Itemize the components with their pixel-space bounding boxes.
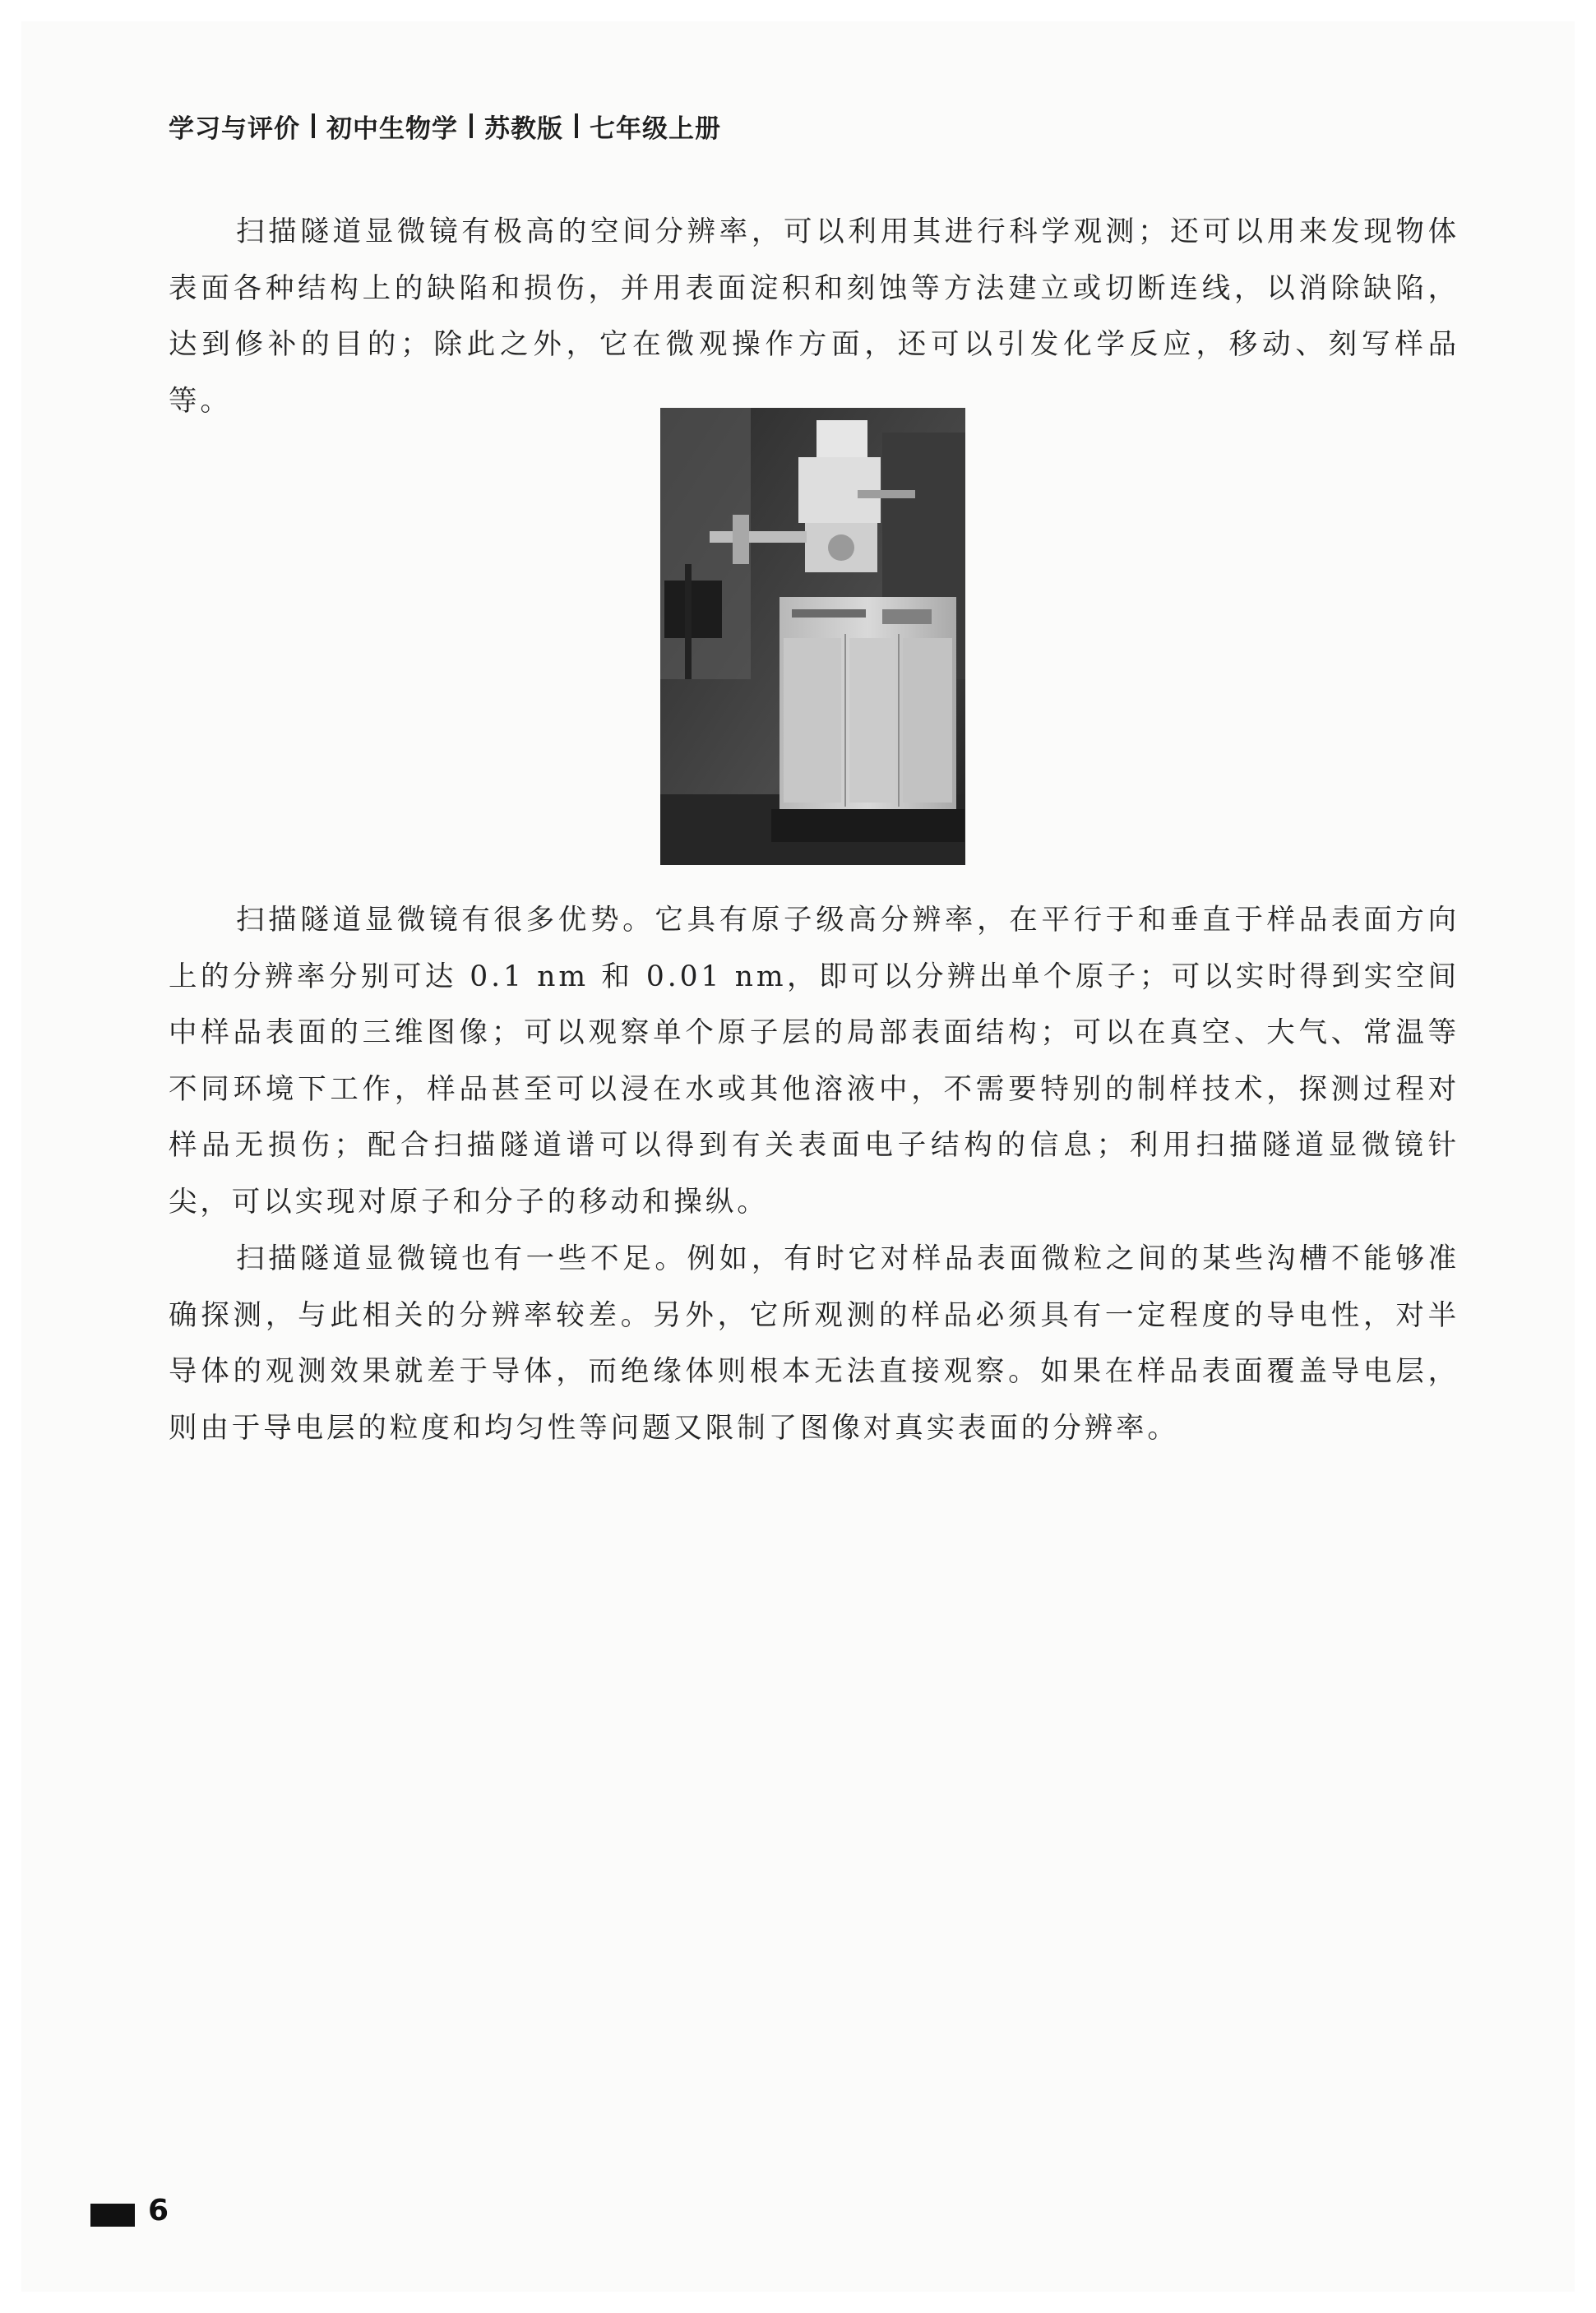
running-header [169,105,721,146]
paragraph-applications: 扫描隧道显微镜有极高的空间分辨率，可以利用其进行科学观测；还可以用来发现物体表面各种结构上的缺陷和损伤，并用表面淀积和刻蚀等方法建立或切断连线，以消除缺陷，达到修补的目的；除此之外，它在微观操作方面，还可以引发化学反应，移动、刻写样品等。 [169,215,1460,418]
microscope-illustration [660,408,965,865]
header-volume: 七年级上册 [590,113,721,144]
page-number-marker [90,2204,135,2227]
header-divider [575,113,578,138]
header-edition: 苏教版 [484,113,563,144]
paragraph-advantages: 扫描隧道显微镜有很多优势。它具有原子级高分辨率，在平行于和垂直于样品表面方向上的分辨率分别可达 0.1 nm 和 0.01 nm，即可以分辨出单个原子；可以实时得到实空间中样品表面的三维图像；可以观察单个原子层的局部表面结构；可以在真空、大气、常温等不同环境下工作，样品甚至可以浸在水或其他溶液中，不需要特别的制样技术，探测过程对样品无损伤；配合扫描隧道谱可以得到有关表面电子结构的信息；利用扫描隧道显微镜针尖，可以实现对原子和分子的移动和操纵。 [169,904,1460,1219]
header-subject: 初中生物学 [326,113,458,144]
header-series: 学习与评价 [169,113,300,144]
paragraph-limitations: 扫描隧道显微镜也有一些不足。例如，有时它对样品表面微粒之间的某些沟槽不能够准确探测，与此相关的分辨率较差。另外，它所观测的样品必须具有一定程度的导电性，对半导体的观测效果就差于导体，而绝缘体则根本无法直接观察。如果在样品表面覆盖导电层，则由于导电层的粒度和均匀性等问题又限制了图像对真实表面的分辨率。 [169,1242,1460,1445]
microscope-photo [660,408,965,865]
header-divider [312,113,315,138]
header-divider [470,113,473,138]
page-number: 6 [148,2194,169,2227]
